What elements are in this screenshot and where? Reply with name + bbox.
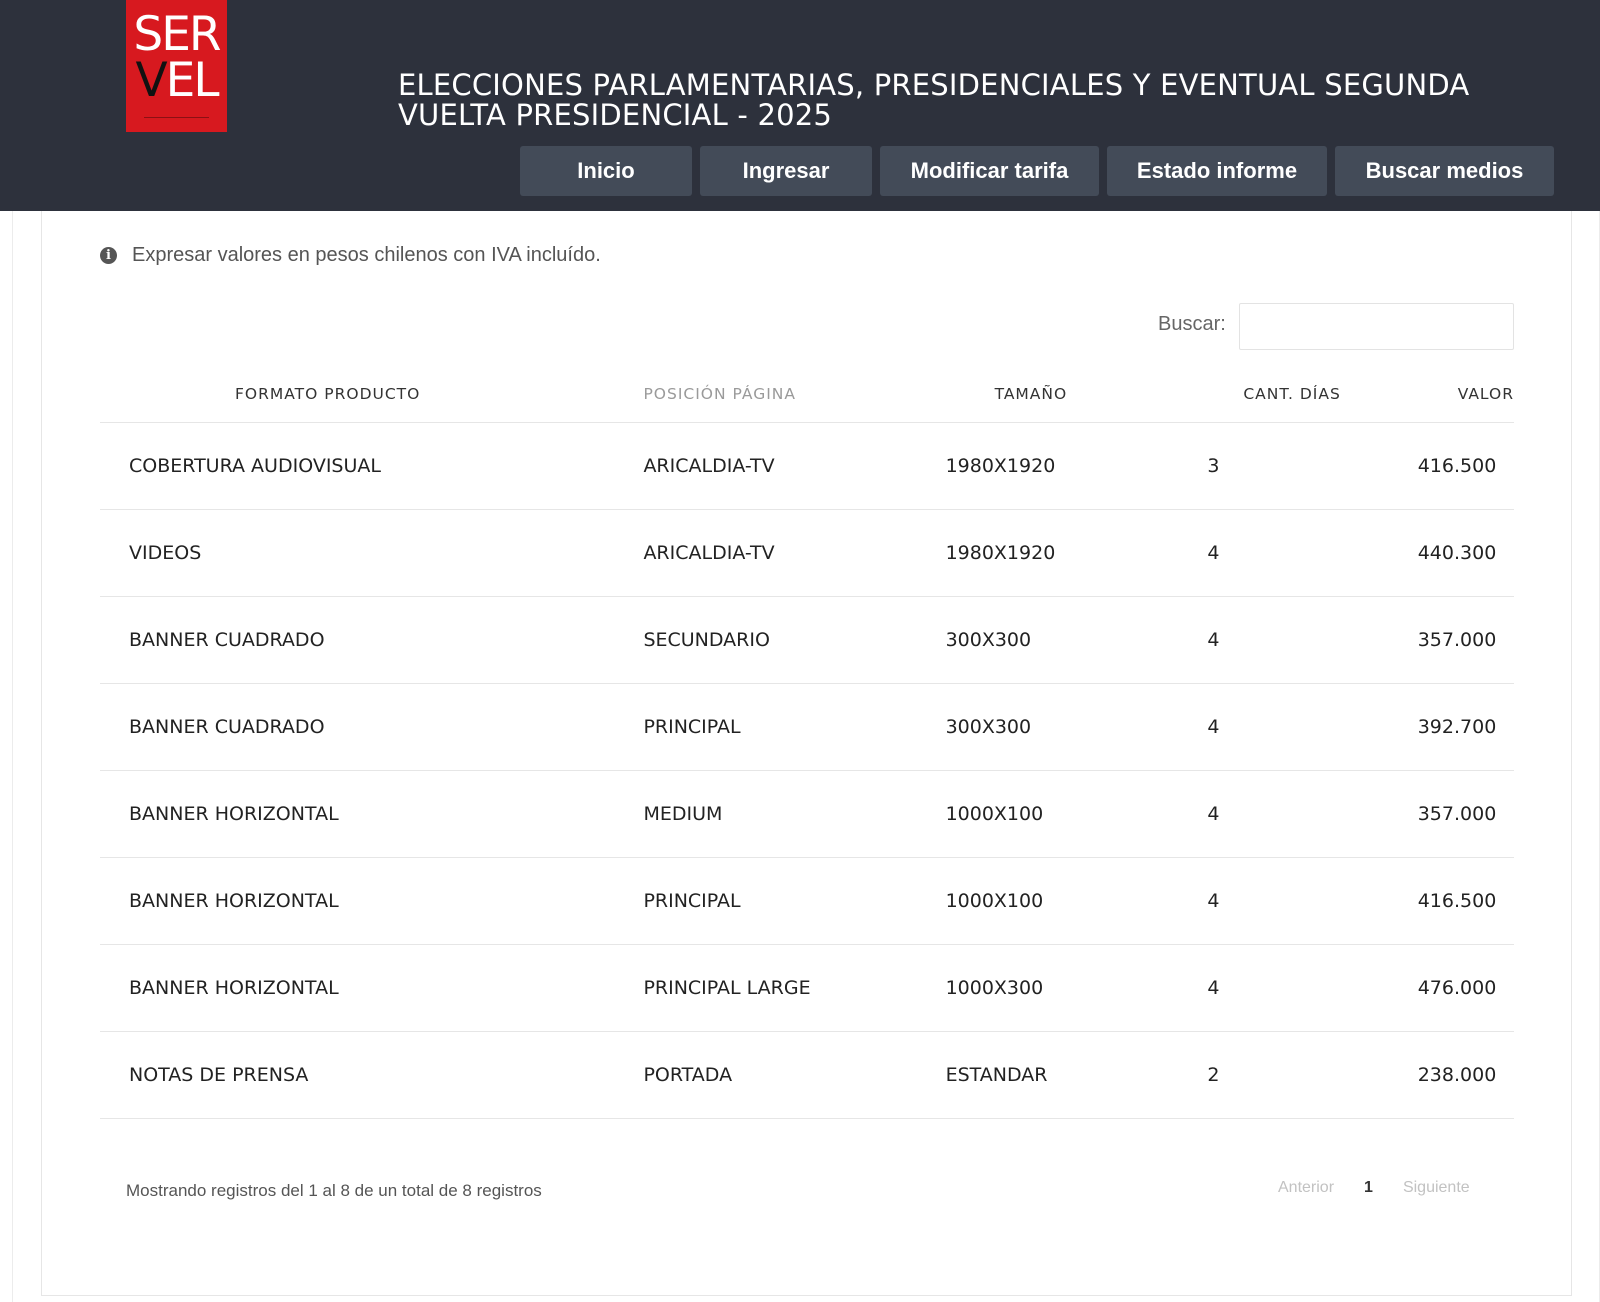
page-title-line-1: ELECCIONES PARLAMENTARIAS, PRESIDENCIALES Y EVENTUAL SEGUNDA xyxy=(398,68,1470,102)
cell-valor: 392.700 xyxy=(1418,684,1514,771)
servel-logo[interactable] xyxy=(126,0,227,132)
info-note xyxy=(100,244,601,267)
logo-line-1: SER xyxy=(133,7,220,62)
table-row xyxy=(100,510,1514,597)
col-posicion-pagina[interactable]: POSICIÓN PÁGINA xyxy=(643,366,945,423)
table-row xyxy=(100,1032,1514,1119)
cell-valor: 357.000 xyxy=(1418,771,1514,858)
nav-inicio-button[interactable]: Inicio xyxy=(520,146,692,196)
cell-tamano: 300X300 xyxy=(946,684,1208,771)
pagination-next-button[interactable]: Siguiente xyxy=(1402,1179,1470,1196)
cell-tamano: 300X300 xyxy=(946,597,1208,684)
cell-tamano: 1000X100 xyxy=(946,771,1208,858)
cell-formato: BANNER HORIZONTAL xyxy=(100,771,643,858)
table-row xyxy=(100,945,1514,1032)
col-valor[interactable]: VALOR xyxy=(1418,366,1514,423)
col-tamano[interactable]: TAMAÑO xyxy=(946,366,1208,423)
table-row xyxy=(100,771,1514,858)
cell-formato: COBERTURA AUDIOVISUAL xyxy=(100,423,643,510)
nav-buscar-medios-button[interactable]: Buscar medios xyxy=(1335,146,1554,196)
info-note-text: Expresar valores en pesos chilenos con IVA incluído. xyxy=(132,244,601,266)
logo-letters-el: EL xyxy=(165,53,218,108)
cell-tamano: ESTANDAR xyxy=(946,1032,1208,1119)
cell-dias: 4 xyxy=(1207,510,1417,597)
table-row xyxy=(100,858,1514,945)
cell-dias: 4 xyxy=(1207,597,1417,684)
page-title-line-2: VUELTA PRESIDENCIAL - 2025 xyxy=(398,98,833,132)
cell-valor: 476.000 xyxy=(1418,945,1514,1032)
logo-line-2 xyxy=(126,53,227,108)
nav-modificar-tarifa-button[interactable]: Modificar tarifa xyxy=(880,146,1099,196)
cell-dias: 4 xyxy=(1207,684,1417,771)
info-icon: i xyxy=(100,247,117,264)
cell-tamano: 1980X1920 xyxy=(946,510,1208,597)
cell-dias: 2 xyxy=(1207,1032,1417,1119)
logo-letter-v: V xyxy=(135,53,166,108)
table-row xyxy=(100,597,1514,684)
page-border-left xyxy=(12,211,13,1302)
cell-formato: NOTAS DE PRENSA xyxy=(100,1032,643,1119)
cell-posicion: PORTADA xyxy=(643,1032,945,1119)
tariff-table xyxy=(100,366,1514,1119)
cell-posicion: PRINCIPAL LARGE xyxy=(643,945,945,1032)
cell-posicion: PRINCIPAL xyxy=(643,684,945,771)
cell-posicion: SECUNDARIO xyxy=(643,597,945,684)
col-formato-producto[interactable]: FORMATO PRODUCTO xyxy=(100,366,643,423)
cell-posicion: ARICALDIA-TV xyxy=(643,510,945,597)
table-row xyxy=(100,684,1514,771)
cell-valor: 238.000 xyxy=(1418,1032,1514,1119)
cell-tamano: 1980X1920 xyxy=(946,423,1208,510)
site-header xyxy=(0,0,1600,211)
cell-tamano: 1000X300 xyxy=(946,945,1208,1032)
cell-dias: 4 xyxy=(1207,771,1417,858)
nav-ingresar-button[interactable]: Ingresar xyxy=(700,146,872,196)
cell-formato: BANNER HORIZONTAL xyxy=(100,858,643,945)
cell-posicion: ARICALDIA-TV xyxy=(643,423,945,510)
pagination xyxy=(1278,1179,1470,1197)
cell-formato: BANNER CUADRADO xyxy=(100,684,643,771)
pagination-prev-button[interactable]: Anterior xyxy=(1278,1179,1335,1196)
cell-valor: 357.000 xyxy=(1418,597,1514,684)
table-row xyxy=(100,423,1514,510)
cell-formato: BANNER CUADRADO xyxy=(100,597,643,684)
page-title xyxy=(398,70,1568,130)
cell-dias: 4 xyxy=(1207,858,1417,945)
cell-valor: 416.500 xyxy=(1418,423,1514,510)
cell-dias: 3 xyxy=(1207,423,1417,510)
search-label: Buscar: xyxy=(1158,313,1226,335)
cell-formato: VIDEOS xyxy=(100,510,643,597)
logo-rule xyxy=(144,117,209,118)
nav-estado-informe-button[interactable]: Estado informe xyxy=(1107,146,1327,196)
main-nav xyxy=(520,146,1554,196)
pagination-page-1[interactable]: 1 xyxy=(1364,1179,1373,1196)
cell-posicion: MEDIUM xyxy=(643,771,945,858)
col-cant-dias[interactable]: CANT. DÍAS xyxy=(1207,366,1417,423)
cell-dias: 4 xyxy=(1207,945,1417,1032)
cell-tamano: 1000X100 xyxy=(946,858,1208,945)
cell-formato: BANNER HORIZONTAL xyxy=(100,945,643,1032)
table-header-row xyxy=(100,366,1514,423)
search-input[interactable] xyxy=(1239,303,1514,350)
cell-valor: 440.300 xyxy=(1418,510,1514,597)
cell-posicion: PRINCIPAL xyxy=(643,858,945,945)
cell-valor: 416.500 xyxy=(1418,858,1514,945)
table-summary: Mostrando registros del 1 al 8 de un total de 8 registros xyxy=(126,1181,542,1200)
